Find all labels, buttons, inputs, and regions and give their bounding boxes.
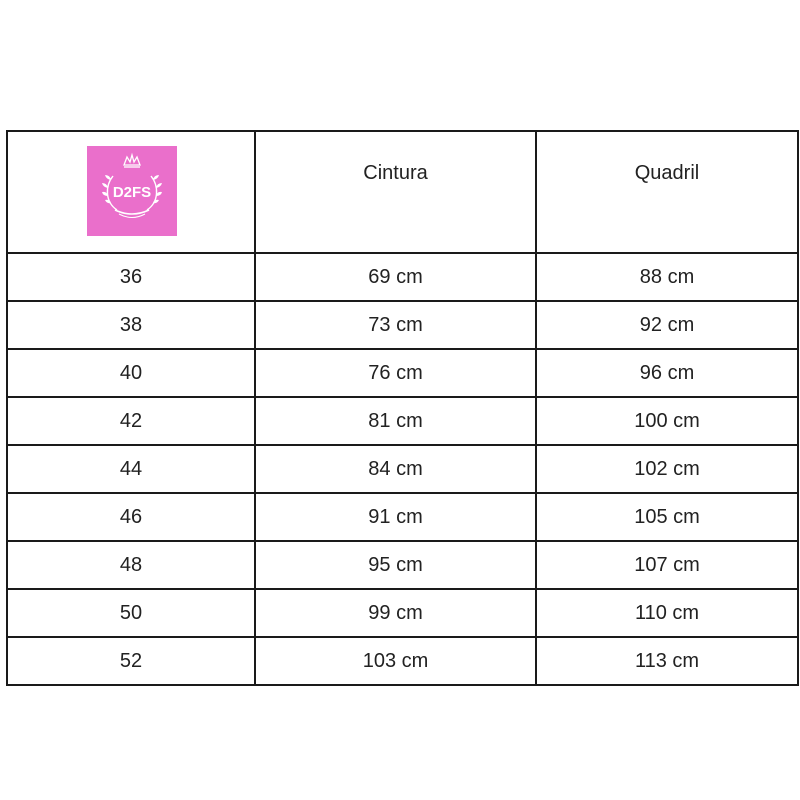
cintura-cell: 69 cm	[255, 253, 536, 301]
brand-logo	[87, 146, 177, 236]
table-row	[7, 541, 798, 589]
size-cell: 52	[7, 637, 255, 685]
table-row	[7, 637, 798, 685]
table-header-row	[7, 131, 798, 253]
table-row	[7, 349, 798, 397]
cintura-cell: 99 cm	[255, 589, 536, 637]
cintura-cell: 95 cm	[255, 541, 536, 589]
logo-brand-text: D2FS	[112, 184, 152, 201]
size-chart-table	[6, 130, 799, 686]
cintura-cell: 81 cm	[255, 397, 536, 445]
quadril-cell: 107 cm	[536, 541, 798, 589]
table-row	[7, 589, 798, 637]
size-cell: 36	[7, 253, 255, 301]
column-header-quadril: Quadril	[536, 131, 798, 253]
quadril-cell: 110 cm	[536, 589, 798, 637]
quadril-cell: 102 cm	[536, 445, 798, 493]
cintura-cell: 84 cm	[255, 445, 536, 493]
crown-crest-icon	[87, 146, 177, 236]
size-cell: 42	[7, 397, 255, 445]
size-cell: 46	[7, 493, 255, 541]
table-row	[7, 397, 798, 445]
cintura-cell: 103 cm	[255, 637, 536, 685]
size-cell: 38	[7, 301, 255, 349]
table-row	[7, 445, 798, 493]
table-row	[7, 493, 798, 541]
cintura-cell: 91 cm	[255, 493, 536, 541]
quadril-cell: 105 cm	[536, 493, 798, 541]
size-cell: 50	[7, 589, 255, 637]
cintura-cell: 76 cm	[255, 349, 536, 397]
table-row	[7, 301, 798, 349]
logo-cell	[7, 131, 255, 253]
table-row	[7, 253, 798, 301]
column-header-cintura: Cintura	[255, 131, 536, 253]
quadril-cell: 100 cm	[536, 397, 798, 445]
quadril-cell: 92 cm	[536, 301, 798, 349]
size-cell: 40	[7, 349, 255, 397]
size-cell: 44	[7, 445, 255, 493]
quadril-cell: 113 cm	[536, 637, 798, 685]
size-cell: 48	[7, 541, 255, 589]
quadril-cell: 88 cm	[536, 253, 798, 301]
cintura-cell: 73 cm	[255, 301, 536, 349]
quadril-cell: 96 cm	[536, 349, 798, 397]
